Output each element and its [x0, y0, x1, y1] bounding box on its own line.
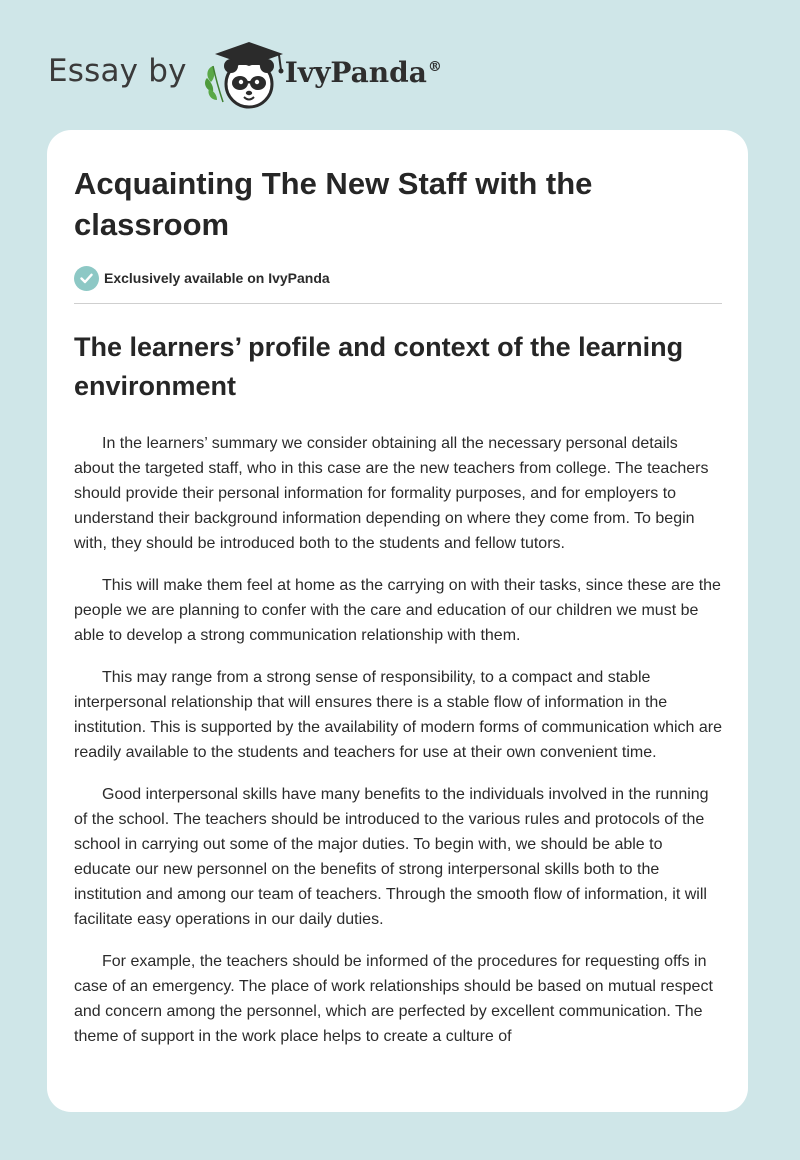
paragraph: In the learners’ summary we consider obtaining all the necessary personal details about the targeted staff, who in this case are the new teachers from college. The teachers should provide their personal information for formality purposes, and for employers to understand their background information depending on where they come from. To begin with, they should be introduced both to the students and fellow tutors. [74, 435, 709, 552]
brand-header [48, 36, 442, 110]
page-title: Acquainting The New Staff with the classroom [74, 166, 593, 242]
check-circle-icon [74, 266, 99, 291]
paragraph: Good interpersonal skills have many benefits to the individuals involved in the running of the school. The teachers should be introduced to the various rules and protocols of the school in carrying out some of the major duties. To begin with, we should be able to educate our new personnel on the benefits of strong interpersonal skills both to the institution and among our team of teachers. Through the smooth flow of information, it will facilitate easy operations in our daily duties. [74, 786, 709, 928]
exclusive-label: Exclusively available on IvyPanda [104, 270, 330, 286]
brand-name-text: IvyPanda [284, 55, 427, 89]
paragraph: This may range from a strong sense of responsibility, to a compact and stable interpersonal relationship that will ensures there is a stable flow of information in the institution. This is supported by the availability of modern forms of communication which are readily available to the students and teachers for use at their own convenient time. [74, 669, 723, 761]
brand-name [285, 56, 442, 89]
divider [74, 303, 722, 304]
exclusive-badge [74, 265, 721, 291]
document-card [47, 130, 748, 1112]
paragraph: For example, the teachers should be informed of the procedures for requesting offs in case of an emergency. The place of work relationships should be based on mutual respect and concern among the personnel, which are perfected by excellent communication. The theme of support in the work place helps to create a culture of [74, 953, 713, 1045]
paragraph: This will make them feel at home as the carrying on with their tasks, since these are the people we are planning to confer with the care and education of our children we must be able to develop a strong communication relationship with them. [74, 577, 721, 644]
section-heading: The learners’ profile and context of the learning environment [74, 332, 684, 401]
registered-mark: ® [427, 59, 442, 76]
brand-prefix: Essay by [48, 53, 187, 89]
panda-graduate-icon [201, 36, 289, 110]
